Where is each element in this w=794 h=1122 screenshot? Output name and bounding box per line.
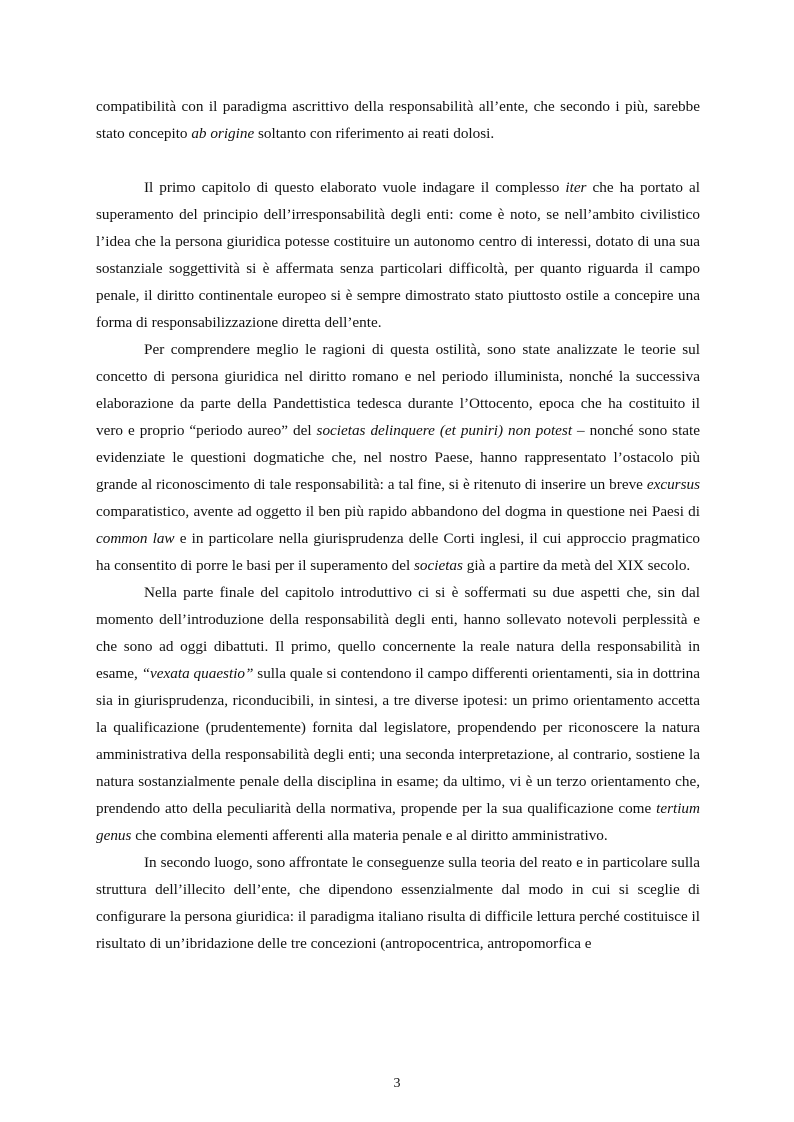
italic-term: ab origine [191, 125, 255, 142]
text-run: compatibilità con il paradigma ascrittivo della responsabilità all’ente, che secondo i più, sarebbe stato concepito [96, 98, 700, 142]
paragraph-2 [96, 174, 700, 336]
paragraph-3 [96, 336, 700, 579]
text-run: e in particolare nella giurisprudenza delle Corti inglesi, il cui approccio pragmatico ha consentito di porre le basi per il superamento del [96, 530, 700, 574]
paragraph-1 [96, 93, 700, 147]
italic-term: excursus [646, 476, 700, 493]
italic-term: iter [565, 179, 587, 196]
text-run: che combina elementi afferenti alla materia penale e al diritto amministrativo. [131, 827, 608, 844]
italic-term: “vexata quaestio” [141, 665, 254, 682]
paragraph-4 [96, 579, 700, 849]
italic-term: societas [414, 557, 463, 574]
text-run: Nella parte finale del capitolo introduttivo ci si è soffermati su due aspetti che, sin dal momento dell’introduzione della responsabilità degli enti, hanno sollevato notevoli perplessità e che sono ad oggi dibattuti. Il primo, quello concernente la reale natura della responsabilità in esame, [96, 584, 700, 682]
text-run: – nonché sono state evidenziate le questioni dogmatiche che, nel nostro Paese, hanno rappresentato l’ostacolo più grande al riconoscimento di tale responsabilità: a tal fine, si è ritenuto di inserire un breve [96, 422, 700, 493]
italic-term: common law [96, 530, 175, 547]
italic-term: societas delinquere (et puniri) non potest [316, 422, 573, 439]
text-run: comparatistico, avente ad oggetto il ben più rapido abbandono del dogma in questione nei Paesi di [96, 503, 700, 520]
text-run: che ha portato al superamento del principio dell’irresponsabilità degli enti: come è noto, se nell’ambito civilistico l’idea che la persona giuridica potesse costituire un autonomo centro di interessi, dotato di una sua sostanziale soggettività si è affermata senza particolari difficoltà, per quanto riguarda il campo penale, il diritto continentale europeo si è sempre dimostrato stato piuttosto ostile a concepire una forma di responsabilizzazione diretta dell’ente. [96, 179, 700, 331]
text-run: sulla quale si contendono il campo differenti orientamenti, sia in dottrina sia in giurisprudenza, riconducibili, in sintesi, a tre diverse ipotesi: un primo orientamento accetta la qualificazione (prudentemente) fornita dal legislatore, propendendo per riconoscere la natura amministrativa della responsabilità degli enti; una seconda interpretazione, al contrario, sostiene la natura sostanzialmente penale della disciplina in esame; da ultimo, vi è un terzo orientamento che, prendendo atto della peculiarità della normativa, propende per la sua qualificazione come [96, 665, 700, 817]
italic-term: tertium genus [96, 800, 700, 844]
text-run: già a partire da metà del XIX secolo. [462, 557, 691, 574]
text-run: Il primo capitolo di questo elaborato vuole indagare il complesso [144, 179, 566, 196]
page-number: 3 [393, 1076, 401, 1091]
text-run: In secondo luogo, sono affrontate le conseguenze sulla teoria del reato e in particolare sulla struttura dell’illecito dell’ente, che dipendono essenzialmente dal modo in cui si sceglie di configurare la persona giuridica: il paradigma italiano risulta di difficile lettura perché costituisce il risultato di un’ibridazione delle tre concezioni (antropocentrica, antropomorfica e [96, 854, 700, 952]
paragraph-5 [96, 849, 700, 957]
body-text [96, 93, 700, 957]
text-run: Per comprendere meglio le ragioni di questa ostilità, sono state analizzate le teorie sul concetto di persona giuridica nel diritto romano e nel periodo illuminista, nonché la successiva elaborazione da parte della Pandettistica tedesca durante l’Ottocento, epoca che ha costituito il vero e proprio “periodo aureo” del [96, 341, 700, 439]
text-run: soltanto con riferimento ai reati dolosi. [254, 125, 495, 142]
